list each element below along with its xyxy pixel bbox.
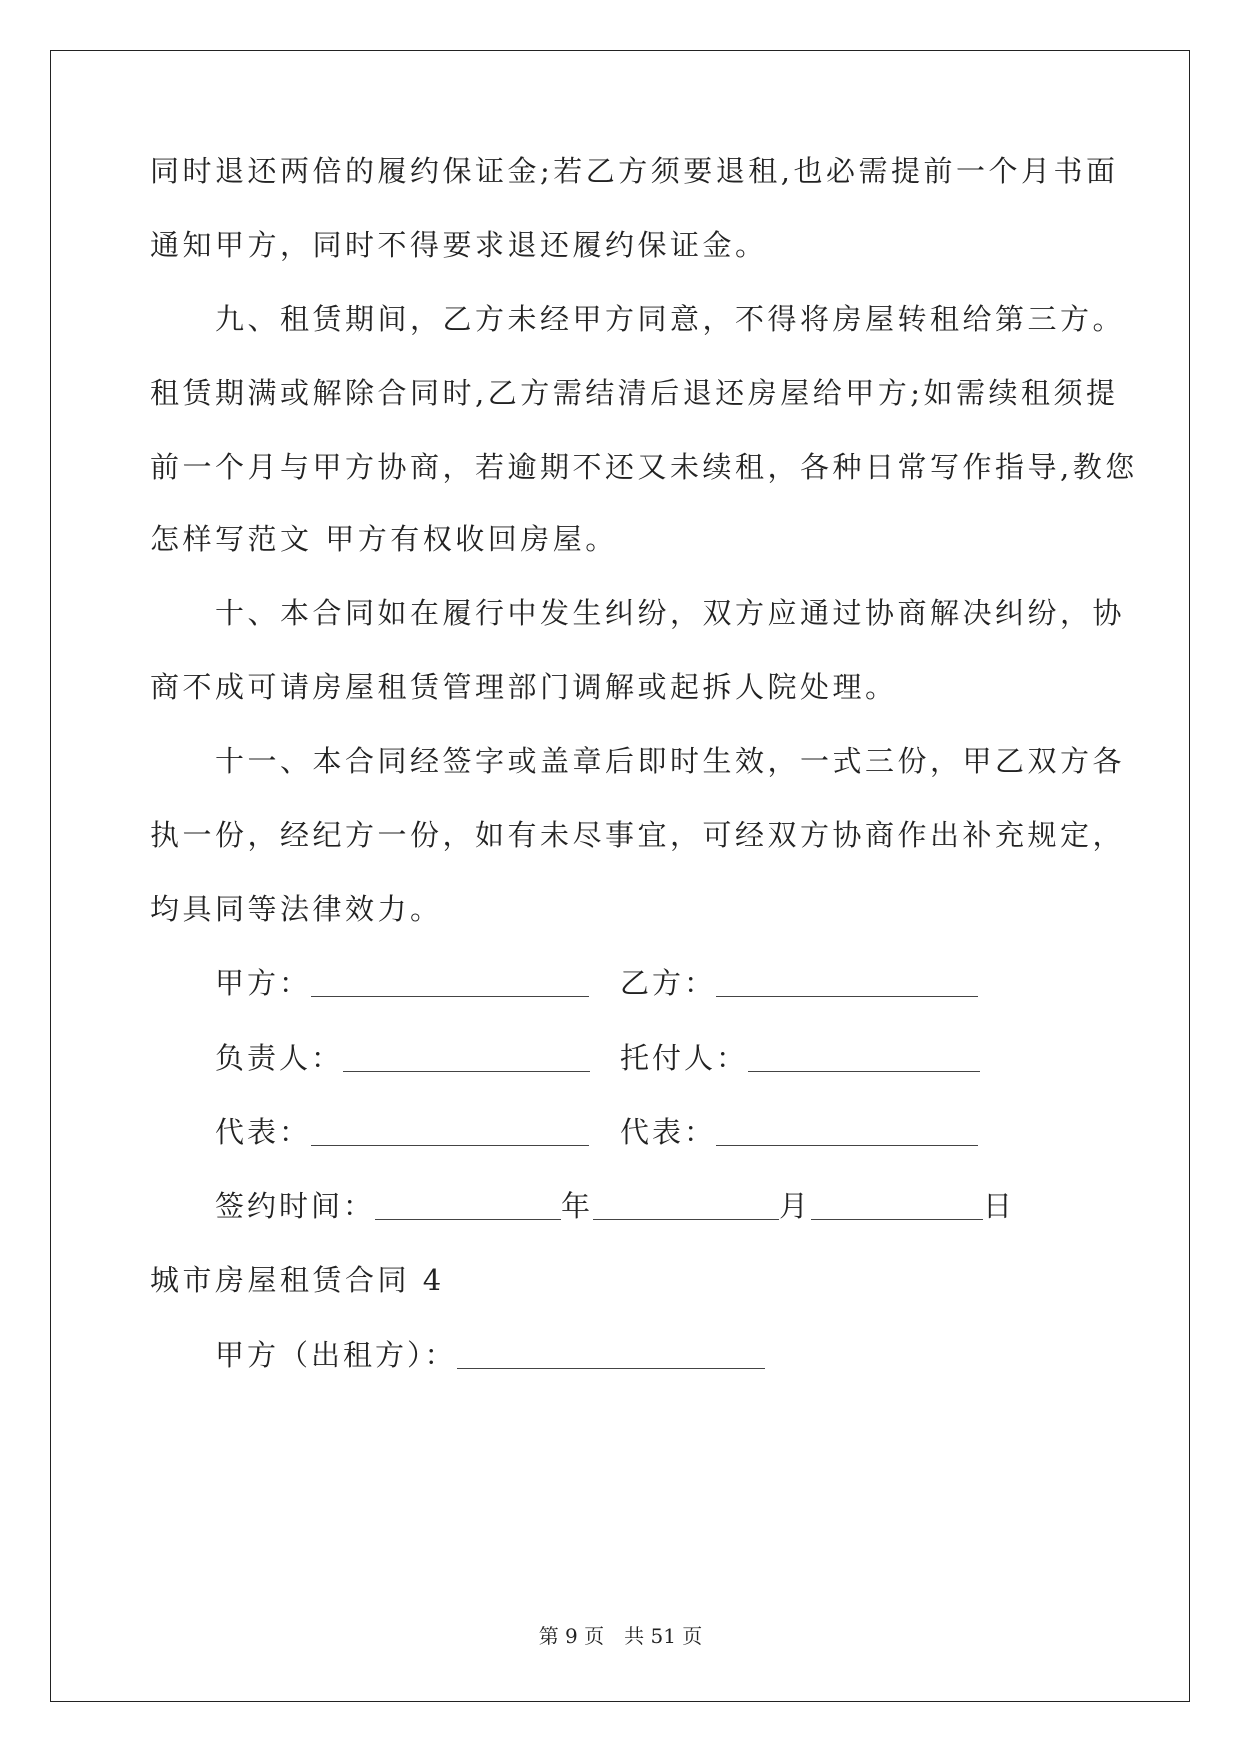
clause-nine: 九、租赁期间，乙方未经甲方同意，不得将房屋转租给第三方。 [215,302,1126,336]
entrusted-blank [748,1045,980,1072]
entrusted-label: 托付人： [620,1041,749,1075]
contract-title: 城市房屋租赁合同 4 [150,1263,445,1297]
entrusted-row [620,1040,980,1076]
text-line: 怎样写范文 甲方有权收回房屋。 [150,522,618,556]
page-border [50,50,1190,1702]
rep-a-label: 代表： [215,1115,312,1149]
party-b-label: 乙方： [620,966,717,1000]
person-in-charge-label: 负责人： [215,1041,344,1075]
rep-a-row [215,1114,589,1150]
lessor-row [215,1337,765,1373]
text-line: 通知甲方，同时不得要求退还履约保证金。 [150,228,768,262]
party-row [215,965,589,1001]
lessor-blank [457,1342,765,1369]
rep-b-row [620,1114,978,1150]
person-in-charge-blank [343,1045,590,1072]
year-blank [375,1193,561,1220]
rep-a-blank [311,1119,589,1146]
month-blank [593,1193,779,1220]
person-row [215,1040,590,1076]
sign-time-label: 签约时间： [215,1189,376,1223]
clause-eleven: 十一、本合同经签字或盖章后即时生效，一式三份，甲乙双方各 [215,744,1126,778]
sign-time-row [215,1188,1015,1224]
page-number: 第 9 页 共 51 页 [538,1624,703,1648]
day-label: 日 [983,1189,1016,1223]
party-b-row [620,965,978,1001]
lessor-label: 甲方（出租方）： [215,1338,457,1372]
text-line: 租赁期满或解除合同时,乙方需结清后退还房屋给甲方;如需续租须提 [150,376,1119,410]
year-label: 年 [561,1189,594,1223]
month-label: 月 [779,1189,812,1223]
rep-b-label: 代表： [620,1115,717,1149]
text-line: 均具同等法律效力。 [150,892,443,926]
party-a-blank [311,970,589,997]
party-b-blank [716,970,978,997]
text-line: 同时退还两倍的履约保证金;若乙方须要退租,也必需提前一个月书面 [150,154,1119,188]
party-a-label: 甲方： [215,966,312,1000]
clause-ten: 十、本合同如在履行中发生纠纷，双方应通过协商解决纠纷，协 [215,596,1126,630]
text-line: 商不成可请房屋租赁管理部门调解或起拆人院处理。 [150,670,898,704]
rep-b-blank [716,1119,978,1146]
text-line: 执一份，经纪方一份，如有未尽事宜，可经双方协商作出补充规定， [150,818,1126,852]
day-blank [811,1193,983,1220]
text-line: 前一个月与甲方协商，若逾期不还又未续租，各种日常写作指导,教您 [150,450,1138,484]
